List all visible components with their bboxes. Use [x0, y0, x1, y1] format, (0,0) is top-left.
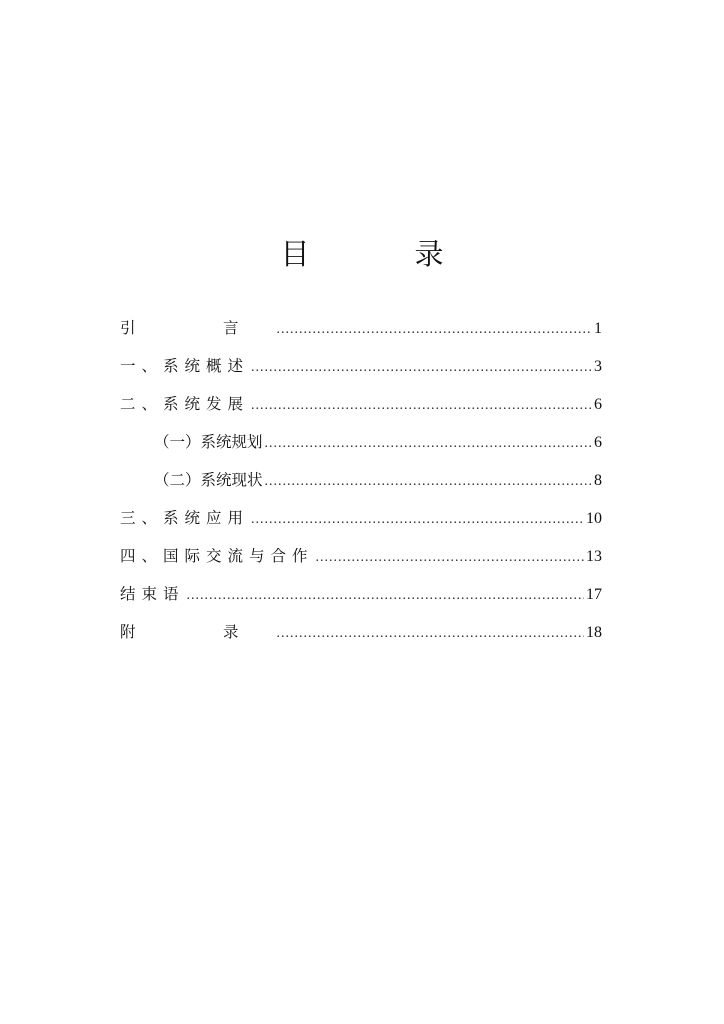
toc-entry[interactable] [120, 468, 602, 506]
toc-entry[interactable] [120, 506, 602, 544]
toc-entry-label: 附 录 [120, 623, 275, 641]
toc-entry[interactable] [120, 544, 602, 582]
toc-page-number: 6 [594, 434, 602, 451]
toc-page-number: 1 [594, 320, 602, 337]
toc-page-number: 18 [586, 624, 602, 641]
toc-entry-label: （二）系统现状 [154, 471, 263, 489]
toc-entry-label: （一）系统规划 [154, 433, 263, 451]
toc-entry[interactable] [120, 392, 602, 430]
toc-leader-dots [251, 356, 592, 380]
toc-entry-label: 三、系统应用 [120, 509, 250, 527]
toc-page-number: 13 [586, 548, 602, 565]
toc-leader-dots [277, 622, 584, 646]
toc-entry[interactable] [120, 316, 602, 354]
toc-leader-dots [251, 508, 584, 532]
toc-entry[interactable] [120, 354, 602, 392]
table-of-contents [120, 316, 602, 658]
toc-page-number: 6 [594, 396, 602, 413]
toc-leader-dots [251, 394, 592, 418]
toc-page-number: 17 [586, 586, 602, 603]
toc-leader-dots [265, 432, 592, 456]
toc-leader-dots [277, 318, 592, 342]
toc-leader-dots [187, 584, 584, 608]
toc-page-number: 3 [594, 358, 602, 375]
toc-page-number: 10 [586, 510, 602, 527]
toc-entry-label: 二、系统发展 [120, 395, 250, 413]
toc-entry-label: 四、国际交流与合作 [120, 547, 314, 565]
toc-leader-dots [265, 470, 592, 494]
toc-entry-label: 一、系统概述 [120, 357, 250, 375]
toc-entry[interactable] [120, 620, 602, 658]
toc-entry-label: 引 言 [120, 319, 275, 337]
toc-entry-label: 结束语 [120, 585, 185, 603]
toc-page-number: 8 [594, 472, 602, 489]
toc-entry[interactable] [120, 582, 602, 620]
toc-title: 目 录 [280, 237, 482, 271]
toc-leader-dots [316, 546, 584, 570]
toc-entry[interactable] [120, 430, 602, 468]
